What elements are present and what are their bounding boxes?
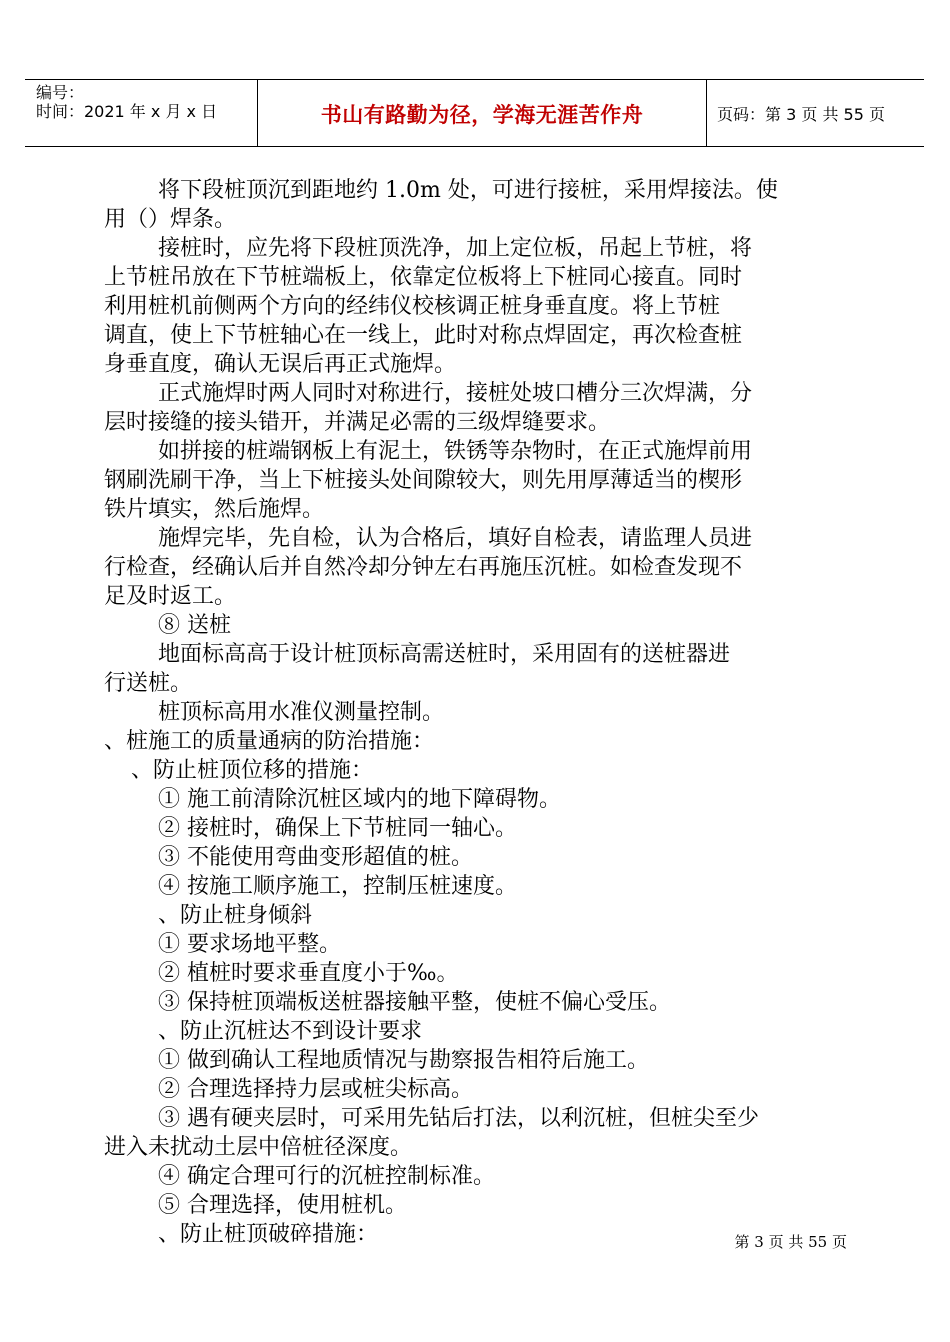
body-line: 行检查，经确认后并自然冷却分钟左右再施压沉桩。如检查发现不	[104, 555, 743, 580]
document-number-label: 编号：	[36, 83, 85, 102]
body-line: 将下段桩顶沉到距地约 1.0m 处，可进行接桩，采用焊接法。使	[158, 178, 778, 203]
list-item: ① 施工前清除沉桩区域内的地下障碍物。	[158, 787, 561, 812]
list-item: ⑤ 合理选择，使用桩机。	[158, 1193, 407, 1218]
header-motto-cell	[257, 80, 707, 146]
subsection-heading: 、防止桩顶破碎措施：	[158, 1222, 379, 1247]
section-heading-8: ⑧ 送桩	[158, 613, 231, 638]
list-item: ② 合理选择持力层或桩尖标高。	[158, 1077, 473, 1102]
body-line: 铁片填实，然后施焊。	[104, 497, 325, 522]
list-item: ② 植桩时要求垂直度小于‰。	[158, 961, 459, 986]
list-item: ③ 不能使用弯曲变形超值的桩。	[158, 845, 473, 870]
body-line: 地面标高高于设计桩顶标高需送桩时，采用固有的送桩器进	[158, 642, 731, 667]
body-line: 身垂直度，确认无误后再正式施焊。	[104, 352, 457, 377]
body-line: 利用桩机前侧两个方向的经纬仪校核调正桩身垂直度。将上节桩	[104, 294, 721, 319]
list-item: ① 做到确认工程地质情况与勘察报告相符后施工。	[158, 1048, 649, 1073]
body-line: 施焊完毕，先自检，认为合格后，填好自检表，请监理人员进	[158, 526, 753, 551]
body-line: 调直，使上下节桩轴心在一线上，此时对称点焊固定，再次检查桩	[104, 323, 743, 348]
list-item: ④ 确定合理可行的沉桩控制标准。	[158, 1164, 495, 1189]
subsection-heading: 、防止桩身倾斜	[158, 903, 313, 928]
list-item: ② 接桩时，确保上下节桩同一轴心。	[158, 816, 517, 841]
body-line: 用（）焊条。	[104, 207, 237, 232]
list-item: ③ 遇有硬夹层时，可采用先钻后打法，以利沉桩，但桩尖至少	[158, 1106, 759, 1131]
list-item-continuation: 进入未扰动土层中倍桩径深度。	[104, 1135, 413, 1160]
body-line: 层时接缝的接头错开，并满足必需的三级焊缝要求。	[104, 410, 611, 435]
page-header	[25, 79, 924, 147]
body-line: 正式施焊时两人同时对称进行，接桩处坡口槽分三次焊满，分	[158, 381, 753, 406]
header-page-cell	[707, 80, 924, 146]
body-line: 足及时返工。	[104, 584, 237, 609]
page-footer: 第 3 页 共 55 页	[734, 1233, 847, 1251]
header-meta	[25, 80, 257, 146]
header-page-code: 页码：第 3 页 共 55 页	[717, 105, 885, 124]
list-item: ① 要求场地平整。	[158, 932, 341, 957]
list-item: ③ 保持桩顶端板送桩器接触平整，使桩不偏心受压。	[158, 990, 671, 1015]
body-line: 如拼接的桩端钢板上有泥土，铁锈等杂物时，在正式施焊前用	[158, 439, 753, 464]
section-heading: 、桩施工的质量通病的防治措施：	[104, 729, 435, 754]
body-line: 接桩时，应先将下段桩顶洗净，加上定位板，吊起上节桩，将	[158, 236, 753, 261]
body-line: 行送桩。	[104, 671, 193, 696]
document-date: 时间：2021 年 x 月 x 日	[36, 102, 218, 121]
subsection-heading: 、防止沉桩达不到设计要求	[158, 1019, 423, 1044]
body-line: 桩顶标高用水准仪测量控制。	[158, 700, 445, 725]
list-item: ④ 按施工顺序施工，控制压桩速度。	[158, 874, 517, 899]
body-line: 钢刷洗刷干净，当上下桩接头处间隙较大，则先用厚薄适当的楔形	[104, 468, 743, 493]
subsection-heading: 、防止桩顶位移的措施：	[131, 758, 374, 783]
document-body	[104, 176, 850, 1249]
body-line: 上节桩吊放在下节桩端板上，依靠定位板将上下桩同心接直。同时	[104, 265, 743, 290]
header-motto: 书山有路勤为径，学海无涯苦作舟	[320, 103, 644, 127]
